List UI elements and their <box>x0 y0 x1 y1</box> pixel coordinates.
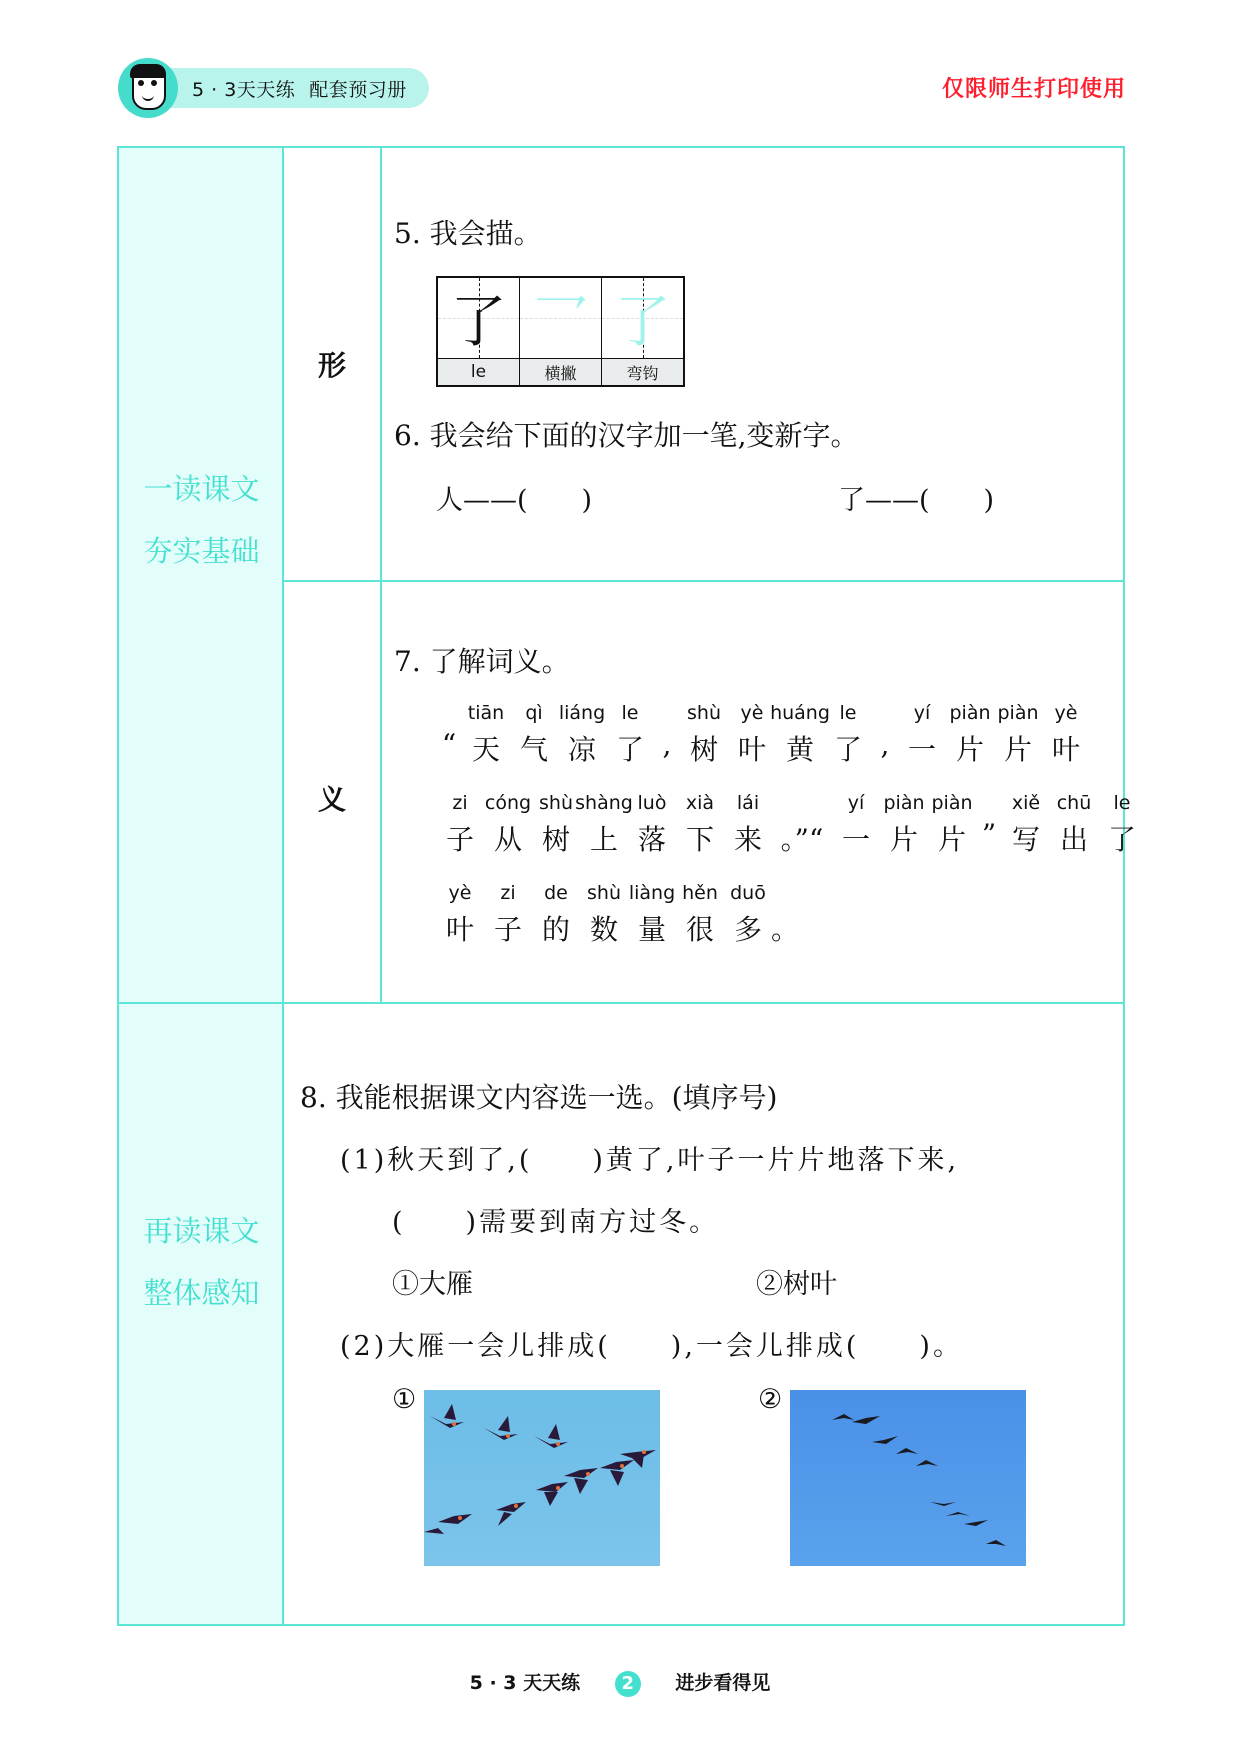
geese-single-line-photo <box>790 1390 1026 1566</box>
geese-herringbone-photo <box>424 1390 660 1566</box>
image-2-label: ② <box>758 1384 783 1415</box>
pinyin-char-pair <box>558 702 606 764</box>
pinyin-char-pair <box>1002 792 1050 854</box>
grid-cell-trace[interactable] <box>602 278 683 385</box>
q8-sub1-line1: (1)秋天到了,( )黄了,叶子一片片地落下来, <box>340 1145 960 1176</box>
pinyin-char-pair <box>484 792 532 854</box>
hanzi: 的 <box>541 913 570 946</box>
pinyin-char-pair <box>724 882 772 944</box>
hanzi: 。”“ <box>780 823 824 856</box>
hanzi: 了 <box>1107 823 1136 856</box>
grid-caption: le <box>438 358 519 385</box>
pinyin: piàn <box>949 702 991 724</box>
pinyin: shù <box>539 792 573 814</box>
hanzi: 叶 <box>1051 733 1080 766</box>
geese-line-formation-icon <box>790 1390 1026 1566</box>
pinyin-char-pair <box>462 702 510 764</box>
hanzi: 片 <box>955 733 984 766</box>
series-title <box>162 68 429 108</box>
pinyin: yè <box>1054 702 1078 724</box>
hanzi: 黄 <box>785 733 814 766</box>
pinyin: yè <box>448 882 472 904</box>
hanzi: 子 <box>493 913 522 946</box>
pinyin-char-pair <box>532 882 580 944</box>
q8-option-2: ②树叶 <box>756 1269 837 1300</box>
pinyin-char-pair <box>1098 792 1146 854</box>
pinyin-char-pair <box>824 702 872 764</box>
base-char: 人 <box>436 485 463 516</box>
question-8-title: 8. 我能根据课文内容选一选。(填序号) <box>300 1081 778 1114</box>
pinyin-char-pair <box>606 702 654 764</box>
pinyin-char-pair <box>484 882 532 944</box>
pinyin: huáng <box>770 702 830 724</box>
pinyin: duō <box>730 882 766 904</box>
pinyin-char-pair <box>1050 792 1098 854</box>
pinyin-char-pair <box>832 792 880 854</box>
pinyin: de <box>544 882 568 904</box>
pinyin-char-pair <box>880 792 928 854</box>
pinyin: shù <box>687 702 721 724</box>
pinyin: hěn <box>682 882 718 904</box>
hanzi: 子 <box>445 823 474 856</box>
hanzi: ” <box>981 818 997 851</box>
hanzi: 凉 <box>567 733 596 766</box>
hanzi: 出 <box>1059 823 1088 856</box>
hanzi: 一 <box>907 733 936 766</box>
cartoon-boy-avatar-icon <box>118 58 178 118</box>
pinyin: qì <box>525 702 543 724</box>
pinyin: xià <box>685 792 715 814</box>
hanzi: 写 <box>1011 823 1040 856</box>
pinyin-char-pair <box>872 702 898 764</box>
q8-option-1: ①大雁 <box>392 1269 473 1300</box>
pinyin-char-pair <box>772 882 798 944</box>
pinyin-char-pair <box>510 702 558 764</box>
pinyin-char-pair <box>728 702 776 764</box>
trace-stroke: 乛 <box>532 290 589 355</box>
pinyin-char-pair <box>770 702 830 766</box>
hanzi: “ <box>441 728 457 761</box>
trace-char: 了 <box>614 290 671 355</box>
header-badge <box>118 58 429 118</box>
pinyin: shù <box>587 882 621 904</box>
hanzi: 量 <box>637 913 666 946</box>
pinyin-char-pair <box>436 702 462 764</box>
hanzi: 气 <box>519 733 548 766</box>
pinyin-char-pair <box>680 702 728 764</box>
pinyin-char-pair <box>654 702 680 764</box>
section-1-label-line2: 夯实基础 <box>143 534 260 568</box>
hanzi: 上 <box>589 823 618 856</box>
pinyin: piàn <box>931 792 973 814</box>
dash: —— <box>865 485 919 516</box>
section-1-label-line1: 一读课文 <box>143 472 260 506</box>
q8-sub2: (2)大雁一会儿排成( ),一会儿排成( )。 <box>340 1331 963 1362</box>
pinyin: cóng <box>484 792 532 814</box>
hanzi: 片 <box>889 823 918 856</box>
footer-brand: 5 · 3 天天练 <box>469 1672 581 1694</box>
pinyin: piàn <box>997 702 1039 724</box>
section-2-label-line1: 再读课文 <box>143 1214 260 1248</box>
pinyin-char-pair <box>676 792 724 854</box>
pinyin-char-pair <box>436 792 484 854</box>
hanzi: , <box>880 728 890 761</box>
hanzi: 树 <box>541 823 570 856</box>
print-notice: 仅限师生打印使用 <box>941 77 1126 102</box>
pinyin: piàn <box>883 792 925 814</box>
page-number: 2 <box>615 1671 641 1697</box>
pinyin: yí <box>847 792 865 814</box>
image-1-label: ① <box>392 1384 417 1415</box>
pinyin-char-pair <box>1042 702 1090 764</box>
hanzi: 数 <box>589 913 618 946</box>
q6-item-1 <box>436 478 592 517</box>
hanzi: 从 <box>493 823 522 856</box>
subsection-meaning-label: 义 <box>317 783 346 816</box>
hanzi: 了 <box>615 733 644 766</box>
pinyin-char-pair <box>580 882 628 944</box>
grid-caption: 横撇 <box>520 358 601 385</box>
pinyin-char-pair <box>575 792 633 856</box>
pinyin: yè <box>740 702 764 724</box>
pinyin: le <box>621 702 639 724</box>
hanzi: 。 <box>771 913 800 946</box>
hanzi: 天 <box>471 733 500 766</box>
pinyin-char-pair <box>436 882 484 944</box>
answer-blank[interactable]: ( ) <box>517 485 593 516</box>
pinyin-char-pair <box>532 792 580 854</box>
hanzi: 落 <box>637 823 666 856</box>
pinyin: zi <box>452 792 468 814</box>
question-7-title: 7. 了解词义。 <box>394 645 570 678</box>
pinyin: liàng <box>628 882 676 904</box>
page-footer <box>0 1668 1240 1697</box>
pinyin: yí <box>913 702 931 724</box>
hanzi: 来 <box>733 823 762 856</box>
question-6-title: 6. 我会给下面的汉字加一笔,变新字。 <box>394 419 859 452</box>
hanzi: 一 <box>841 823 870 856</box>
hanzi: 片 <box>937 823 966 856</box>
pinyin: luò <box>637 792 667 814</box>
section-label-column <box>119 148 284 1624</box>
brand-text: 5 · 3天天练 <box>192 78 296 101</box>
dash: —— <box>463 485 517 516</box>
q6-item-2 <box>838 478 994 517</box>
hanzi: 树 <box>689 733 718 766</box>
geese-v-formation-icon <box>424 1390 660 1566</box>
hanzi: 下 <box>685 823 714 856</box>
pinyin: tiān <box>467 702 505 724</box>
hanzi: 片 <box>1003 733 1032 766</box>
pinyin: lái <box>736 792 760 814</box>
pinyin-char-pair <box>628 882 676 944</box>
pinyin: zi <box>500 882 516 904</box>
pinyin-char-pair <box>976 792 1002 854</box>
hanzi: 很 <box>685 913 714 946</box>
pinyin-char-pair <box>772 792 832 854</box>
pinyin-char-pair <box>946 702 994 764</box>
grid-cell-model <box>438 278 520 385</box>
pinyin-char-pair <box>928 792 976 854</box>
grid-caption: 弯钩 <box>602 358 683 385</box>
section-2-label-line2: 整体感知 <box>143 1276 260 1310</box>
hanzi: 叶 <box>737 733 766 766</box>
hanzi: 了 <box>833 733 862 766</box>
pinyin: le <box>839 702 857 724</box>
pinyin-char-pair <box>994 702 1042 764</box>
hanzi: 叶 <box>445 913 474 946</box>
pinyin: liáng <box>558 702 606 724</box>
hanzi: 多 <box>733 913 762 946</box>
question-5-title: 5. 我会描。 <box>394 217 542 250</box>
grid-cell-trace[interactable] <box>520 278 602 385</box>
pinyin: chū <box>1056 792 1092 814</box>
q8-sub1-line2: ( )需要到南方过冬。 <box>392 1207 720 1238</box>
subtitle-text: 配套预习册 <box>309 78 407 101</box>
base-char: 了 <box>838 485 865 516</box>
hanzi: , <box>662 728 672 761</box>
footer-slogan: 进步看得见 <box>675 1672 771 1694</box>
subsection-form-label: 形 <box>317 349 346 382</box>
pinyin-char-pair <box>898 702 946 764</box>
pinyin: xiě <box>1011 792 1041 814</box>
pinyin: le <box>1113 792 1131 814</box>
tracing-grid <box>436 276 685 387</box>
pinyin-char-pair <box>676 882 724 944</box>
answer-blank[interactable]: ( ) <box>919 485 995 516</box>
pinyin-char-pair <box>724 792 772 854</box>
pinyin-char-pair <box>628 792 676 854</box>
pinyin: shàng <box>575 792 633 814</box>
model-char: 了 <box>450 290 507 355</box>
